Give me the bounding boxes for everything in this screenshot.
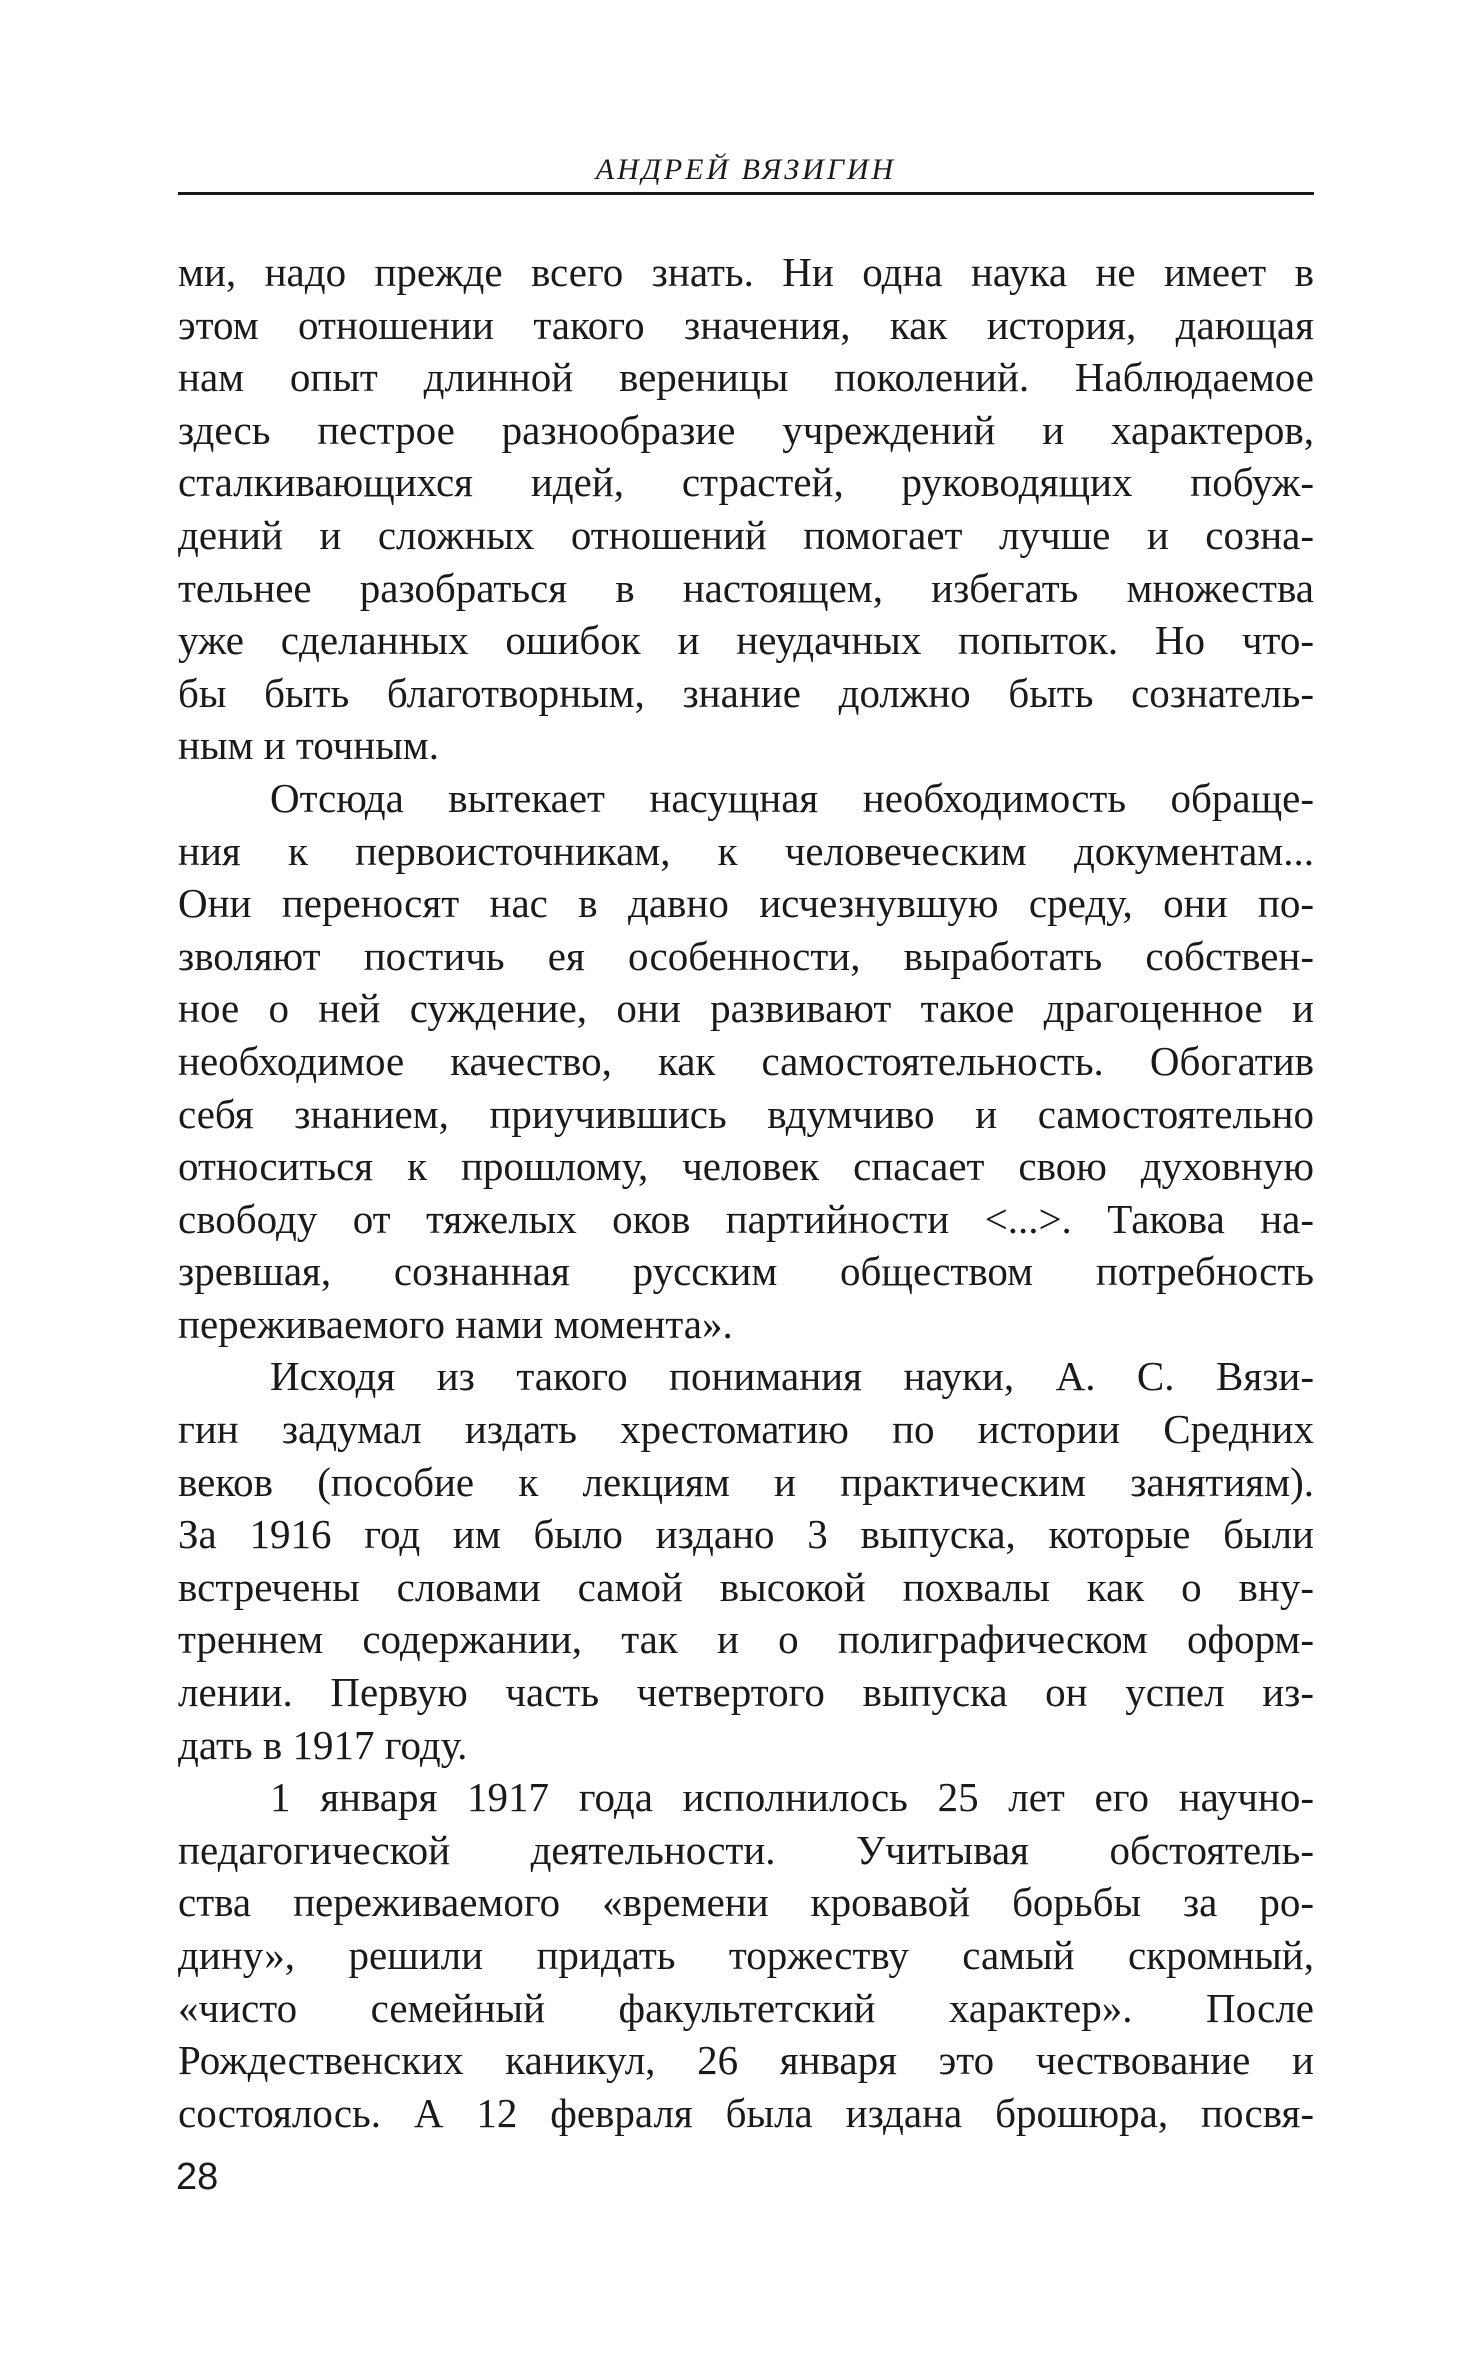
text-line: свободу от тяжелых оков партийности <...>. Такова на- [178, 1195, 1314, 1242]
text-line: переживаемого нами момента». [178, 1300, 733, 1347]
text-line: треннем содержании, так и о полиграфическом оформ- [178, 1616, 1314, 1663]
running-head [178, 148, 1314, 195]
paragraph-first-line: Исходя из такого понимания науки, А. С. Вязи- [270, 1353, 1314, 1400]
text-line: состоялось. А 12 февраля была издана брошюра, посвя- [178, 2089, 1314, 2136]
text-line: Рождественских каникул, 26 января это чествование и [178, 2037, 1314, 2084]
body-text [178, 246, 1314, 2139]
running-head-title: АНДРЕЙ ВЯЗИГИН [595, 153, 897, 186]
text-line: этом отношении такого значения, как история, дающая [178, 301, 1314, 348]
text-line: дать в 1917 году. [178, 1721, 468, 1768]
text-line: относиться к прошлому, человек спасает свою духовную [178, 1143, 1314, 1190]
text-line: «чисто семейный факультетский характер». После [178, 1984, 1314, 2031]
text-line: зволяют постичь ея особенности, выработать собствен- [178, 932, 1314, 979]
text-line: педагогической деятельности. Учитывая обстоятель- [178, 1826, 1314, 1873]
text-line: За 1916 год им было издано 3 выпуска, которые были [178, 1511, 1314, 1558]
text-line: дину», решили придать торжеству самый скромный, [178, 1932, 1314, 1978]
text-line: дений и сложных отношений помогает лучше и созна- [178, 511, 1314, 558]
text-line: веков (пособие к лекциям и практическим занятиям). [178, 1458, 1314, 1505]
text-line: гин задумал издать хрестоматию по истории Средних [178, 1406, 1314, 1453]
paragraph-first-line: 1 января 1917 года исполнилось 25 лет его научно- [270, 1774, 1314, 1821]
text-line: сталкивающихся идей, страстей, руководящих побуж- [178, 459, 1314, 506]
text-line: зревшая, сознанная русским обществом потребность [178, 1248, 1314, 1295]
text-line: ния к первоисточникам, к человеческим документам... [178, 827, 1314, 874]
text-line: Они переносят нас в давно исчезнувшую среду, они по- [178, 880, 1314, 927]
page-number: 28 [176, 2156, 219, 2198]
text-line: здесь пестрое разнообразие учреждений и характеров, [178, 406, 1314, 453]
text-line: бы быть благотворным, знание должно быть сознатель- [178, 669, 1314, 716]
text-line: встречены словами самой высокой похвалы как о вну- [178, 1563, 1314, 1610]
paragraph-first-line: Отсюда вытекает насущная необходимость обраще- [270, 774, 1314, 821]
text-line: себя знанием, приучившись вдумчиво и самостоятельно [178, 1090, 1314, 1137]
text-line: нам опыт длинной вереницы поколений. Наблюдаемое [178, 354, 1314, 401]
text-line: уже сделанных ошибок и неудачных попыток. Но что- [178, 617, 1314, 664]
text-line: необходимое качество, как самостоятельность. Обогатив [178, 1037, 1314, 1084]
text-line: ным и точным. [178, 722, 439, 769]
text-line: ное о ней суждение, они развивают такое драгоценное и [178, 985, 1314, 1032]
text-line: ства переживаемого «времени кровавой борьбы за ро- [178, 1879, 1314, 1926]
text-line: тельнее разобраться в настоящем, избегать множества [178, 564, 1314, 611]
text-line: ми, надо прежде всего знать. Ни одна наука не имеет в [178, 249, 1314, 295]
text-line: лении. Первую часть четвертого выпуска он успел из- [178, 1669, 1314, 1716]
